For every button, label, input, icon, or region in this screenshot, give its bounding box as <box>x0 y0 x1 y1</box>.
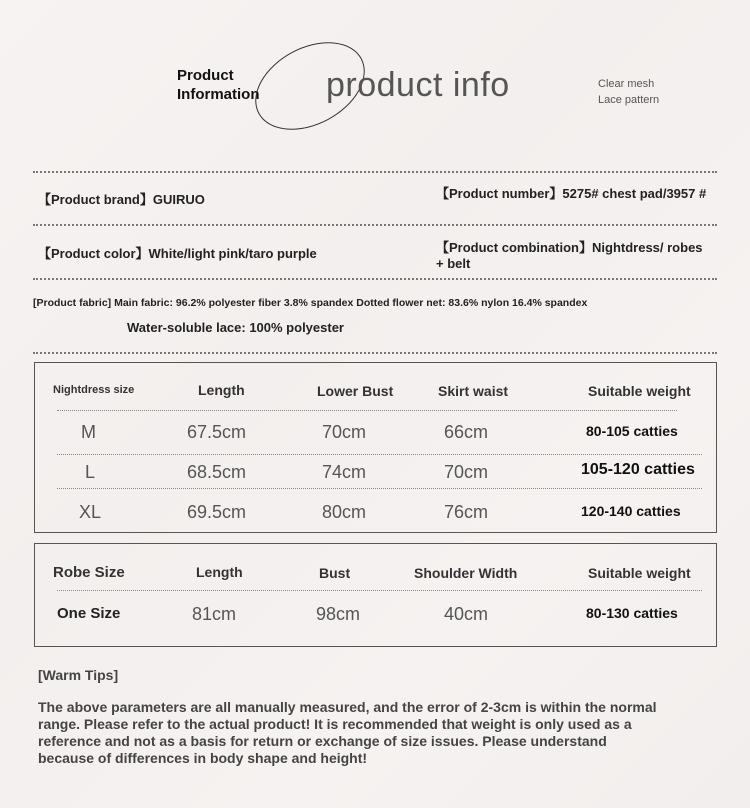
side-note-line-2: Lace pattern <box>598 94 660 106</box>
side-note-line-1: Clear mesh <box>598 78 655 90</box>
product-combination: 【Product combination】Nightdress/ robes + belt <box>436 240 703 271</box>
table-cell: M <box>81 422 96 442</box>
divider <box>33 171 717 173</box>
table-cell: 68.5cm <box>187 462 247 482</box>
table-cell: 70cm <box>322 422 367 442</box>
table-cell: 98cm <box>316 604 361 624</box>
table-cell: 69.5cm <box>187 502 247 522</box>
product-lace: Water-soluble lace: 100% polyester <box>127 320 344 335</box>
table-cell: 66cm <box>444 422 489 442</box>
table-header: Length <box>198 382 245 398</box>
heading-line-2: Information <box>177 86 260 103</box>
table-header: Lower Bust <box>317 383 394 399</box>
section-heading <box>177 66 260 104</box>
warm-tips-body: The above parameters are all manually measured, and the error of 2-3cm is within the normal range. Please refer to the actual product! It is recommended that weight is only used as a reference and not as a basis for return or exchange of size issues. Please understand because of differences in body shape and height! <box>38 699 657 766</box>
product-fabric: [Product fabric] Main fabric: 96.2% polyester fiber 3.8% spandex Dotted flower net: 83.6% nylon 16.4% spandex <box>33 297 588 309</box>
divider <box>33 352 717 354</box>
table-header: Length <box>196 564 243 580</box>
table-cell: 76cm <box>444 502 489 522</box>
heading-line-1: Product <box>177 67 234 84</box>
divider <box>33 278 717 280</box>
table-cell: L <box>85 462 96 482</box>
product-color: 【Product color】White/light pink/taro purple <box>38 246 317 261</box>
table-cell: 74cm <box>322 462 367 482</box>
table-header: Skirt waist <box>438 383 509 399</box>
table-cell: 80-105 catties <box>586 423 678 439</box>
page-title: product info <box>326 66 510 104</box>
table-header: Suitable weight <box>588 565 691 581</box>
table-cell: 80-130 catties <box>586 605 678 621</box>
side-note <box>598 76 659 108</box>
table-cell: 70cm <box>444 462 489 482</box>
robe-size-table <box>34 543 717 647</box>
table-header: Suitable weight <box>588 383 691 399</box>
table-header: Shoulder Width <box>414 565 518 581</box>
table-cell: 120-140 catties <box>581 503 681 519</box>
divider <box>33 224 717 226</box>
row-divider <box>57 488 702 489</box>
warm-tips-title: [Warm Tips] <box>38 667 119 683</box>
table-cell: 105-120 catties <box>581 461 695 478</box>
row-divider <box>57 410 677 411</box>
row-divider <box>57 454 702 455</box>
table-header: Nightdress size <box>53 384 135 396</box>
row-divider <box>57 590 702 591</box>
table-header: Robe Size <box>53 564 125 581</box>
table-cell: One Size <box>57 605 121 622</box>
nightdress-size-table <box>34 362 717 533</box>
table-cell: XL <box>79 502 102 522</box>
product-number: 【Product number】5275# chest pad/3957 # <box>436 186 707 201</box>
table-cell: 80cm <box>322 502 367 522</box>
table-cell: 81cm <box>192 604 237 624</box>
table-cell: 67.5cm <box>187 422 247 442</box>
table-header: Bust <box>319 565 351 581</box>
table-cell: 40cm <box>444 604 489 624</box>
product-brand: 【Product brand】GUIRUO <box>38 192 205 207</box>
